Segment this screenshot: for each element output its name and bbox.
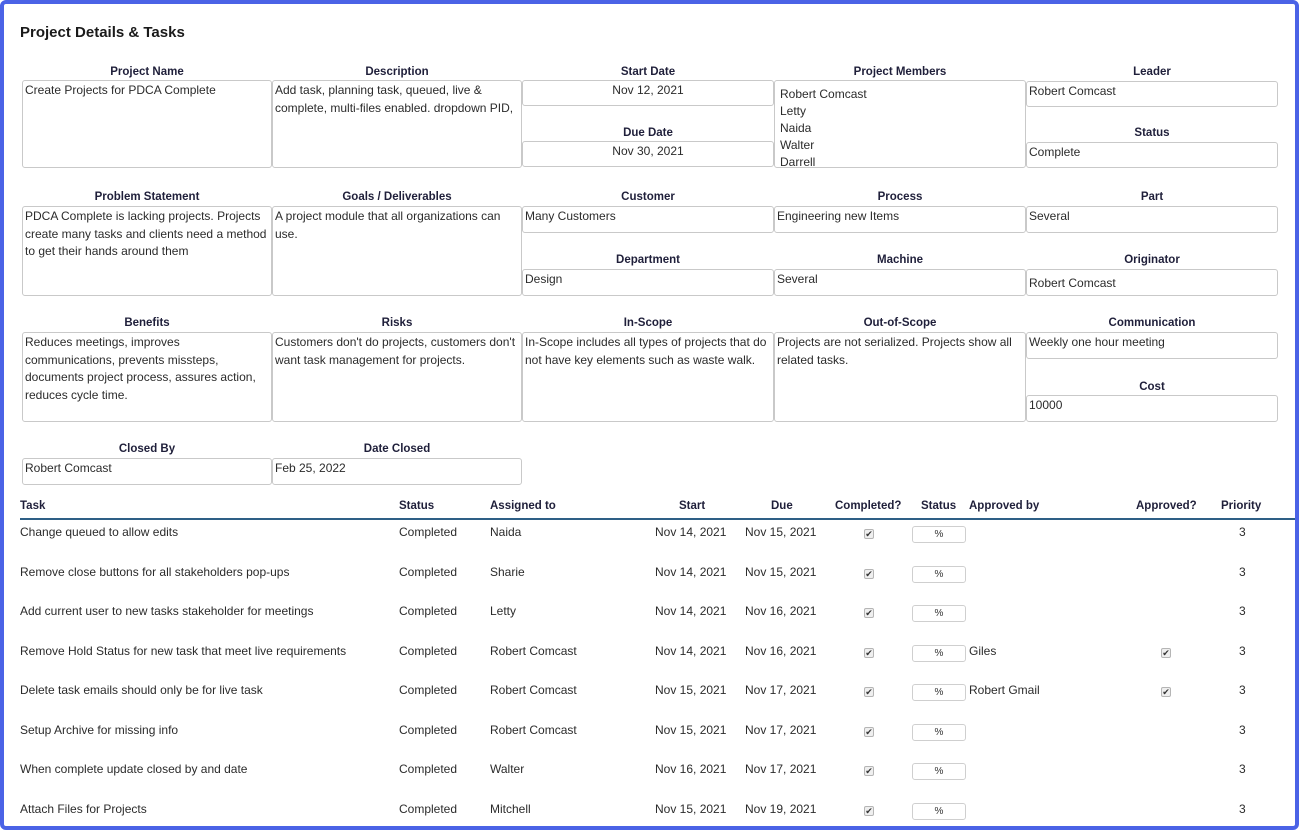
task-status: Completed [399,762,458,776]
label-benefits: Benefits [124,317,170,329]
task-approved-by: Giles [969,644,997,658]
member-item[interactable]: Robert Comcast [780,87,867,101]
task-due-date: Nov 16, 2021 [745,644,817,658]
task-due-date: Nov 15, 2021 [745,525,817,539]
completed-checkbox[interactable]: ✔ [865,687,873,697]
completed-checkbox[interactable]: ✔ [865,569,873,579]
label-closed-by: Closed By [118,443,176,455]
label-leader: Leader [1133,66,1171,78]
label-start-date: Start Date [620,66,676,78]
task-status: Completed [399,644,458,658]
task-start-date: Nov 14, 2021 [655,525,727,539]
task-start-date: Nov 16, 2021 [655,762,727,776]
task-start-date: Nov 15, 2021 [655,802,727,816]
task-start-date: Nov 14, 2021 [655,565,727,579]
member-item[interactable]: Letty [780,104,807,118]
label-project-members: Project Members [853,66,947,78]
task-due-date: Nov 16, 2021 [745,604,817,618]
col-header-completed[interactable]: Completed? [835,500,902,512]
task-assigned-to: Letty [490,604,517,618]
task-priority: 3 [1239,802,1246,816]
col-header-start[interactable]: Start [679,500,706,512]
approved-checkbox[interactable]: ✔ [1162,687,1170,697]
task-start-date: Nov 14, 2021 [655,604,727,618]
task-due-date: Nov 15, 2021 [745,565,817,579]
col-header-priority[interactable]: Priority [1221,500,1262,512]
page-title: Project Details & Tasks [20,24,185,41]
originator-field[interactable]: Robert Comcast [1026,269,1278,296]
label-out-of-scope: Out-of-Scope [863,317,937,329]
leader-field[interactable]: Robert Comcast [1026,81,1278,107]
percent-status-input[interactable]: % [912,803,966,820]
task-name[interactable]: Setup Archive for missing info [20,723,179,737]
col-header-approved[interactable]: Approved? [1136,500,1197,512]
task-assigned-to: Robert Comcast [490,723,577,737]
col-header-approved-by[interactable]: Approved by [969,500,1040,512]
task-priority: 3 [1239,644,1246,658]
label-goals: Goals / Deliverables [342,191,452,203]
percent-status-input[interactable]: % [912,566,966,583]
task-due-date: Nov 19, 2021 [745,802,817,816]
col-header-task[interactable]: Task [20,500,46,512]
part-field[interactable]: Several [1026,206,1278,233]
machine-field[interactable]: Several [774,269,1026,296]
col-header-pct-status[interactable]: Status [921,500,957,512]
task-due-date: Nov 17, 2021 [745,723,817,737]
completed-checkbox[interactable]: ✔ [865,806,873,816]
benefits-field[interactable]: Reduces meetings, improves communications, prevents missteps, documents project process, assures action, reduces cycle time. [22,332,272,422]
label-communication: Communication [1108,317,1196,329]
label-machine: Machine [876,254,923,266]
closed-by-field[interactable]: Robert Comcast [22,458,272,485]
task-name[interactable]: Change queued to allow edits [20,525,179,539]
out-of-scope-field[interactable]: Projects are not serialized. Projects show all related tasks. [774,332,1026,422]
process-field[interactable]: Engineering new Items [774,206,1026,233]
table-header-divider [20,518,1296,520]
communication-field[interactable]: Weekly one hour meeting [1026,332,1278,359]
task-priority: 3 [1239,565,1246,579]
task-name[interactable]: When complete update closed by and date [20,762,248,776]
percent-status-input[interactable]: % [912,763,966,780]
task-due-date: Nov 17, 2021 [745,762,817,776]
task-name[interactable]: Add current user to new tasks stakeholder for meetings [20,604,314,618]
col-header-status[interactable]: Status [399,500,435,512]
department-field[interactable]: Design [522,269,774,296]
label-due-date: Due Date [623,127,673,139]
member-item[interactable]: Darrell [780,155,816,168]
percent-status-input[interactable]: % [912,684,966,701]
label-in-scope: In-Scope [623,317,673,329]
task-status: Completed [399,683,458,697]
task-approved-by: Robert Gmail [969,683,1040,697]
task-status: Completed [399,525,458,539]
task-name[interactable]: Attach Files for Projects [20,802,147,816]
completed-checkbox[interactable]: ✔ [865,648,873,658]
task-assigned-to: Naida [490,525,522,539]
label-originator: Originator [1124,254,1180,266]
percent-status-input[interactable]: % [912,645,966,662]
approved-checkbox[interactable]: ✔ [1162,648,1170,658]
due-date-field[interactable]: Nov 30, 2021 [522,141,774,167]
customer-field[interactable]: Many Customers [522,206,774,233]
completed-checkbox[interactable]: ✔ [865,608,873,618]
task-assigned-to: Sharie [490,565,525,579]
percent-status-input[interactable]: % [912,724,966,741]
date-closed-field[interactable]: Feb 25, 2022 [272,458,522,485]
label-customer: Customer [621,191,675,203]
label-cost: Cost [1139,381,1165,393]
task-assigned-to: Mitchell [490,802,531,816]
label-risks: Risks [381,317,413,329]
task-priority: 3 [1239,525,1246,539]
problem-statement-field[interactable]: PDCA Complete is lacking projects. Projects create many tasks and clients need a method to get their hands around them [22,206,272,296]
col-header-assigned-to[interactable]: Assigned to [490,500,556,512]
in-scope-field[interactable]: In-Scope includes all types of projects that do not have key elements such as waste walk. [522,332,774,422]
completed-checkbox[interactable]: ✔ [865,727,873,737]
task-start-date: Nov 15, 2021 [655,723,727,737]
completed-checkbox[interactable]: ✔ [865,766,873,776]
task-assigned-to: Robert Comcast [490,644,577,658]
completed-checkbox[interactable]: ✔ [865,529,873,539]
member-item[interactable]: Naida [780,121,812,135]
member-item[interactable]: Walter [780,138,815,152]
task-priority: 3 [1239,723,1246,737]
task-priority: 3 [1239,762,1246,776]
task-assigned-to: Robert Comcast [490,683,577,697]
cost-field[interactable]: 10000 [1026,395,1278,422]
col-header-due[interactable]: Due [771,500,793,512]
task-start-date: Nov 14, 2021 [655,644,727,658]
task-name[interactable]: Remove close buttons for all stakeholders pop-ups [20,565,290,579]
project-members-list[interactable] [774,80,1026,168]
task-name[interactable]: Delete task emails should only be for live task [20,683,263,697]
task-status: Completed [399,565,458,579]
task-name[interactable]: Remove Hold Status for new task that meet live requirements [20,644,347,658]
label-process: Process [877,191,923,203]
task-priority: 3 [1239,683,1246,697]
label-department: Department [616,254,680,266]
status-field[interactable]: Complete [1026,142,1278,168]
label-part: Part [1140,191,1164,203]
task-status: Completed [399,802,458,816]
label-problem-statement: Problem Statement [94,191,200,203]
project-name-field[interactable]: Create Projects for PDCA Complete [22,80,272,168]
label-description: Description [365,66,429,78]
percent-status-input[interactable]: % [912,605,966,622]
task-status: Completed [399,604,458,618]
risks-field[interactable]: Customers don't do projects, customers don't want task management for projects. [272,332,522,422]
task-due-date: Nov 17, 2021 [745,683,817,697]
goals-field[interactable]: A project module that all organizations can use. [272,206,522,296]
task-priority: 3 [1239,604,1246,618]
description-field[interactable]: Add task, planning task, queued, live & complete, multi-files enabled. dropdown PID, [272,80,522,168]
start-date-field[interactable]: Nov 12, 2021 [522,80,774,106]
percent-status-input[interactable]: % [912,526,966,543]
task-start-date: Nov 15, 2021 [655,683,727,697]
label-project-name: Project Name [110,66,184,78]
label-date-closed: Date Closed [363,443,431,455]
task-assigned-to: Walter [490,762,525,776]
task-status: Completed [399,723,458,737]
label-status: Status [1134,127,1170,139]
